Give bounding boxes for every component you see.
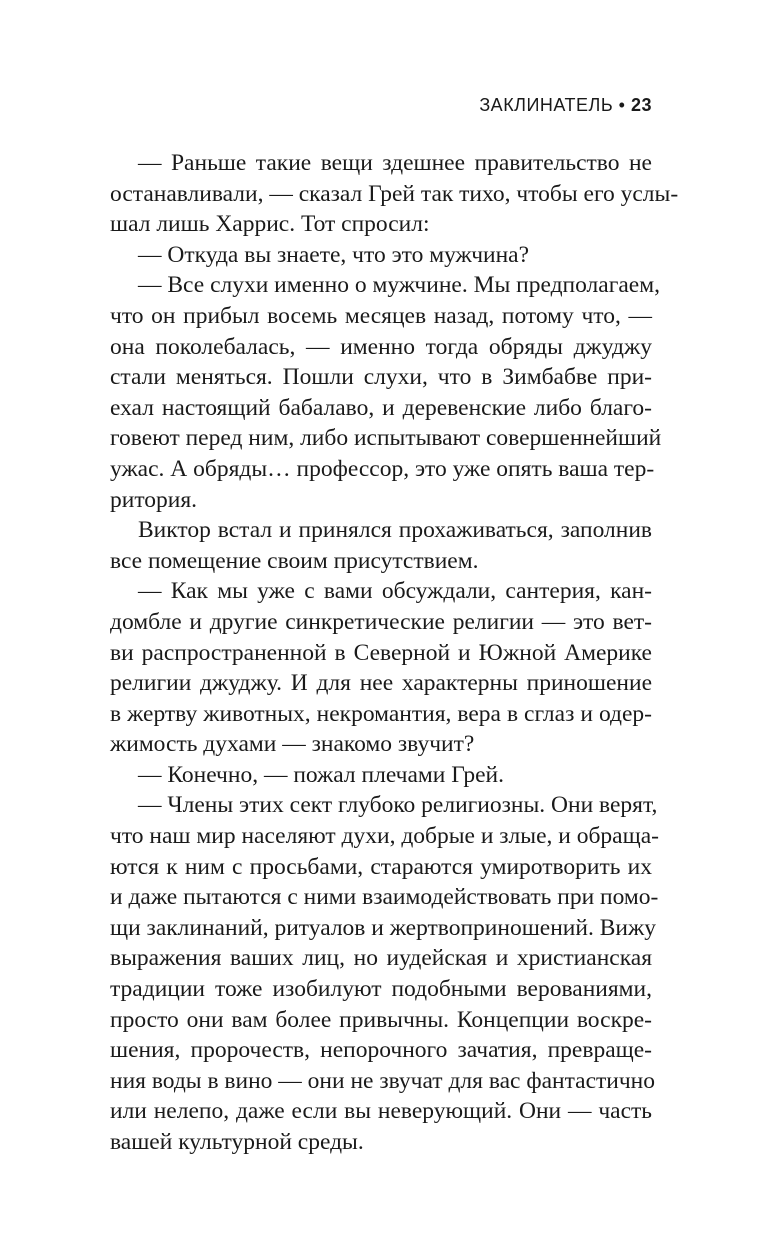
text-line: — Члены этих сект глубоко религиозны. Они верят, xyxy=(138,792,658,819)
text-line: — Откуда вы знаете, что это мужчина? xyxy=(138,241,530,268)
text-line: ния воды в вино — они не звучат для вас фантастично xyxy=(110,1067,655,1094)
text-line: стали меняться. Пошли слухи, что в Зимбабве при- xyxy=(110,364,652,391)
header-separator: • xyxy=(613,95,631,115)
text-line: в жертву животных, некромантия, вера в сглаз и одер- xyxy=(110,700,652,727)
text-line: — Раньше такие вещи здешнее правительство не xyxy=(138,150,652,176)
text-line: или нелепо, даже если вы неверующий. Они — часть xyxy=(110,1098,652,1125)
text-line: — Конечно, — пожал плечами Грей. xyxy=(138,761,504,788)
text-line: выражения ваших лиц, но иудейская и христианская xyxy=(110,945,652,972)
text-line: домбле и другие синкретические религии — это вет- xyxy=(110,608,652,635)
text-line: она поколебалась, — именно тогда обряды джуджу xyxy=(110,333,652,360)
text-line: ехал настоящий бабалаво, и деревенские либо благо- xyxy=(110,394,652,421)
text-line: — Все слухи именно о мужчине. Мы предполагаем, xyxy=(138,272,660,299)
text-line: ви распространенной в Северной и Южной Америке xyxy=(110,639,652,666)
text-line: ужас. А обряды… профессор, это уже опять ваша тер- xyxy=(110,455,655,482)
text-line: Виктор встал и принялся прохаживаться, заполнив xyxy=(138,517,652,544)
page-number: 23 xyxy=(630,95,652,115)
text-line: останавливали, — сказал Грей так тихо, чтобы его услы- xyxy=(110,180,679,207)
text-line: что наш мир населяют духи, добрые и злые, и обраща- xyxy=(110,823,659,850)
text-line: ются к ним с просьбами, стараются умиротворить их xyxy=(110,853,652,880)
text-line: жимость духами — знакомо звучит? xyxy=(110,731,475,758)
text-line: шал лишь Харрис. Тот спросил: xyxy=(110,211,430,238)
text-line: шения, пророчеств, непорочного зачатия, превраще- xyxy=(110,1037,652,1064)
body-text xyxy=(110,148,679,1158)
text-line: все помещение своим присутствием. xyxy=(110,547,479,574)
text-line: вашей культурной среды. xyxy=(110,1129,364,1155)
text-line: просто они вам более привычны. Концепции воскре- xyxy=(110,1006,652,1033)
book-title: ЗАКЛИНАТЕЛЬ xyxy=(479,95,614,115)
text-line: ритория. xyxy=(110,486,198,513)
text-line: — Как мы уже с вами обсуждали, сантерия, кан- xyxy=(138,578,652,605)
text-line: что он прибыл восемь месяцев назад, потому что, — xyxy=(110,302,652,329)
text-line: религии джуджу. И для нее характерны приношение xyxy=(110,670,652,697)
text-line: говеют перед ним, либо испытывают совершеннейший xyxy=(110,425,662,452)
text-line: традиции тоже изобилуют подобными верованиями, xyxy=(110,976,652,1003)
running-head xyxy=(479,95,652,116)
text-line: щи заклинаний, ритуалов и жертвоприношений. Вижу xyxy=(110,914,656,941)
text-line: и даже пытаются с ними взаимодействовать при помо- xyxy=(110,884,659,911)
